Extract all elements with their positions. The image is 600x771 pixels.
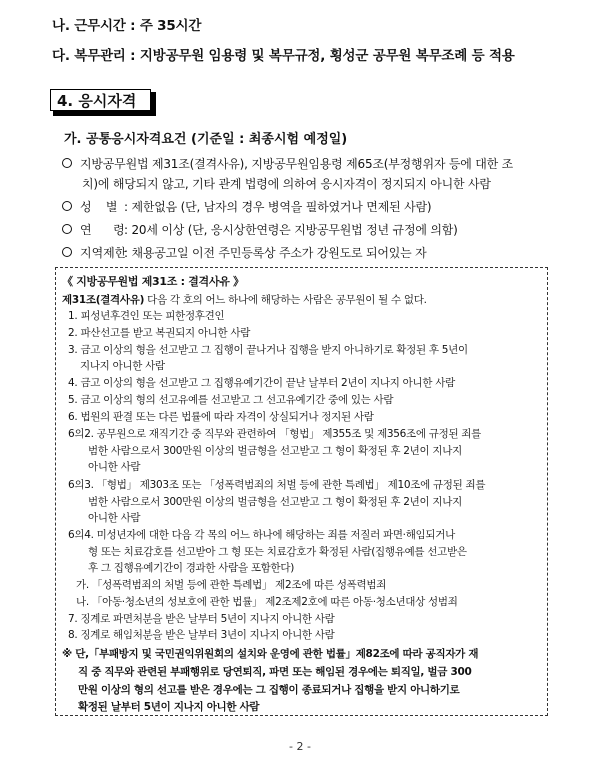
clause-line: 범한 사람으로서 300만원 이상의 벌금형을 선고받고 그 형이 확정된 후 2년이 지나지 xyxy=(88,496,462,508)
qualification-item xyxy=(62,198,431,215)
note-line: ※ 단,「부패방지 및 국민권익위원회의 설치와 운영에 관한 법률」제82조에 따라 공직자가 재 xyxy=(62,648,479,660)
common-requirements-heading: 가. 공통응시자격요건 (기준일 : 최종시험 예정일) xyxy=(64,132,348,147)
clause-line: 1. 피성년후견인 또는 피한정후견인 xyxy=(68,310,225,322)
box-title: 《 지방공무원법 제31조 : 결격사유 》 xyxy=(62,275,244,288)
note-line: 확정된 날부터 5년이 지나지 아니한 사람 xyxy=(78,701,260,713)
page-number: - 2 - xyxy=(289,740,311,753)
work-hours-line: 나. 근무시간 : 주 35시간 xyxy=(52,18,202,34)
qualification-law-continued: 치)에 해당되지 않고, 기타 관계 법령에 의하여 응시자격이 정지되지 아니한 사람 xyxy=(82,177,491,191)
qualification-item xyxy=(62,155,513,172)
clause-subitem: 가. 「성폭력범죄의 처벌 등에 관한 특례법」 제2조에 따른 성폭력범죄 xyxy=(76,579,387,591)
section-title: 4. 응시자격 xyxy=(50,89,151,111)
clause-line: 지나지 아니한 사람 xyxy=(80,360,165,372)
qualification-item xyxy=(62,244,427,261)
qualification-value: : 채용공고일 이전 주민등록상 주소가 강원도로 되어있는 자 xyxy=(124,246,427,260)
box-intro-article: 제31조(결격사유) xyxy=(62,294,145,306)
note-line: 직 중 직무와 관련된 부패행위로 당연퇴직, 파면 또는 해임된 경우에는 퇴직일, 벌금 300 xyxy=(78,666,472,678)
bullet-circle-icon xyxy=(62,158,72,168)
clause-line: 3. 금고 이상의 형을 선고받고 그 집행이 끝나거나 집행을 받지 아니하기로 확정된 후 5년이 xyxy=(68,344,468,356)
clause-line: 5. 금고 이상의 형의 선고유예를 선고받고 그 선고유예기간 중에 있는 사람 xyxy=(68,394,394,406)
disqualification-box xyxy=(55,267,548,716)
clause-subitem: 나. 「아동·청소년의 성보호에 관한 법률」 제2조제2호에 따른 아동·청소년대상 성범죄 xyxy=(76,596,458,608)
clause-line: 아니한 사람 xyxy=(88,461,141,473)
bullet-circle-icon xyxy=(62,224,72,234)
clause-line: 7. 징계로 파면처분을 받은 날부터 5년이 지나지 아니한 사람 xyxy=(68,613,335,625)
bullet-circle-icon xyxy=(62,201,72,211)
service-management-line: 다. 복무관리 : 지방공무원 임용령 및 복무규정, 횡성군 공무원 복무조례 등 적용 xyxy=(52,48,515,64)
clause-line: 6의2. 공무원으로 재직기간 중 직무와 관련하여 「형법」 제355조 및 제356조에 규정된 죄를 xyxy=(68,428,482,440)
qualification-item xyxy=(62,221,458,238)
bullet-circle-icon xyxy=(62,247,72,257)
box-intro-text: 다음 각 호의 어느 하나에 해당하는 사람은 공무원이 될 수 없다. xyxy=(144,294,427,306)
clause-line: 2. 파산선고를 받고 복권되지 아니한 사람 xyxy=(68,327,251,339)
clause-line: 후 그 집행유예기간이 경과한 사람을 포함한다) xyxy=(88,562,295,574)
qualification-label: 연 령 xyxy=(80,223,125,237)
clause-line: 6의3. 「형법」 제303조 또는 「성폭력범죄의 처벌 등에 관한 특례법」 제10조에 규정된 죄를 xyxy=(68,479,486,491)
qualification-label: 성 별 xyxy=(80,200,118,214)
note-line: 만원 이상의 형의 선고를 받은 경우에는 그 집행이 종료되거나 집행을 받지 아니하기로 xyxy=(78,684,460,696)
clause-line: 형 또는 치료감호를 선고받아 그 형 또는 치료감호가 확정된 사람(집행유예를 선고받은 xyxy=(88,546,467,558)
clause-line: 6의4. 미성년자에 대한 다음 각 목의 어느 하나에 해당하는 죄를 저질러 파면·해임되거나 xyxy=(68,529,455,541)
box-intro xyxy=(62,292,427,307)
qualification-label: 지역제한 xyxy=(80,246,127,260)
clause-line: 범한 사람으로서 300만원 이상의 벌금형을 선고받고 그 형이 확정된 후 2년이 지나지 xyxy=(88,445,462,457)
qualification-law-text: 지방공무원법 제31조(결격사유), 지방공무원임용령 제65조(부정행위자 등에 대한 조 xyxy=(80,157,514,171)
qualification-value: : 제한없음 (단, 남자의 경우 병역을 필하였거나 면제된 사람) xyxy=(124,200,432,214)
clause-line: 6. 법원의 판결 또는 다른 법률에 따라 자격이 상실되거나 정지된 사람 xyxy=(68,411,374,423)
clause-line: 4. 금고 이상의 형을 선고받고 그 집행유예기간이 끝난 날부터 2년이 지나지 아니한 사람 xyxy=(68,377,455,389)
clause-line: 아니한 사람 xyxy=(88,512,141,524)
clause-line: 8. 징계로 해임처분을 받은 날부터 3년이 지나지 아니한 사람 xyxy=(68,629,335,641)
qualification-value: : 20세 이상 (단, 응시상한연령은 지방공무원법 정년 규정에 의함) xyxy=(124,223,458,237)
